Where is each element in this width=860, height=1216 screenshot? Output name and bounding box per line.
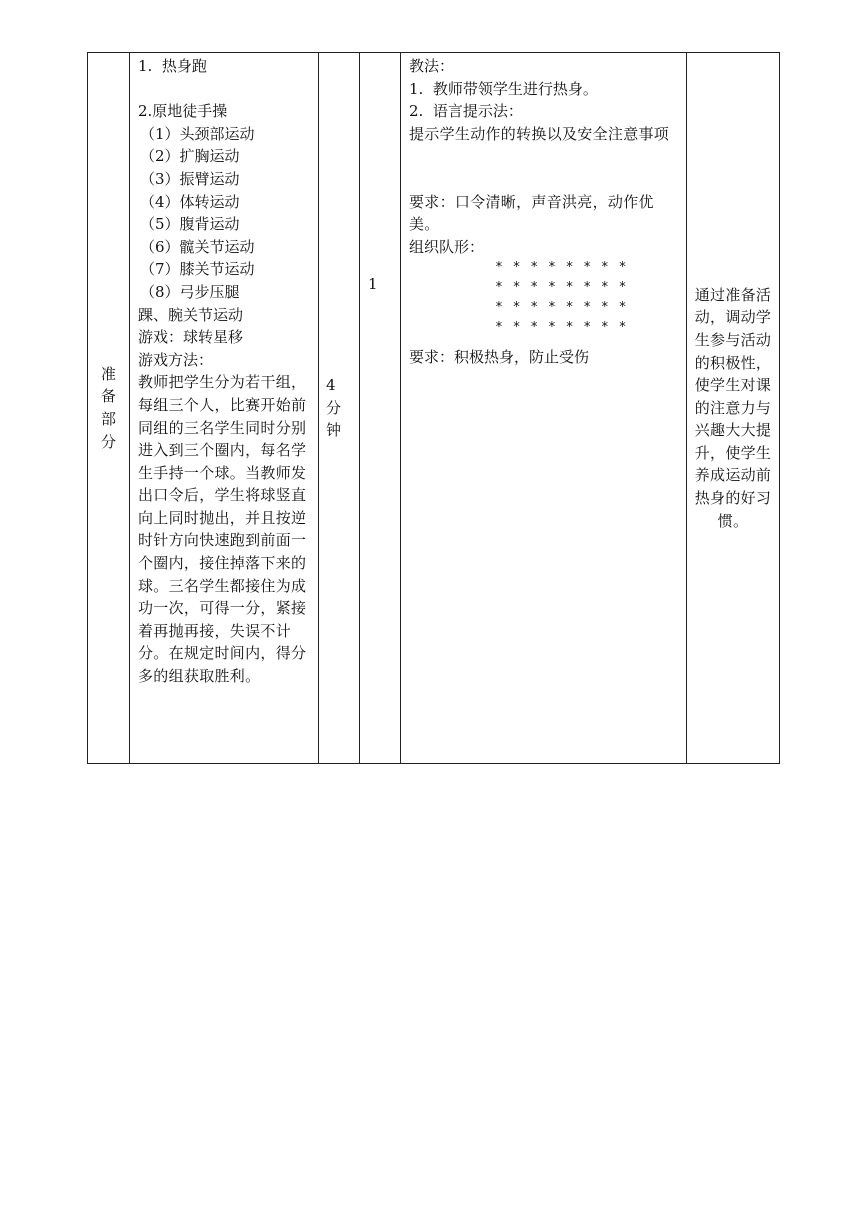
freehand-exercise-item: 2.原地徒手操 — [138, 102, 228, 121]
formation-row: * * * * * * * * — [495, 300, 628, 316]
formation-title: 组织队形： — [409, 237, 485, 256]
method-cell — [401, 53, 687, 764]
section-cell — [88, 53, 130, 764]
formation-row: * * * * * * * * — [495, 320, 628, 336]
lesson-plan-table — [87, 52, 780, 764]
exercise-item: （4）体转运动 — [140, 192, 240, 211]
time-unit-1: 分 — [326, 398, 342, 417]
ankle-wrist-item: 踝、腕关节运动 — [138, 305, 244, 324]
time-number: 4 — [326, 376, 336, 395]
method-title: 教法： — [409, 57, 455, 75]
game-title: 游戏：球转星移 — [138, 328, 244, 347]
purpose-cell — [687, 53, 780, 764]
game-method-title: 游戏方法： — [138, 350, 214, 369]
method-item-2-text: 提示学生动作的转换以及安全注意事项 — [409, 124, 670, 143]
exercise-item: （2）扩胸运动 — [140, 147, 240, 166]
count-cell — [360, 53, 401, 764]
time-unit-2: 钟 — [326, 421, 342, 440]
time-cell — [319, 53, 360, 764]
purpose-text: 通过准备活动，调动学生参与活动的积极性，使学生对课的注意力与兴趣大大提升，使学生养成运动前热身的好习惯。 — [694, 285, 772, 530]
requirement-2: 要求：积极热身，防止受伤 — [409, 348, 590, 367]
preparation-row — [88, 53, 780, 764]
method-item-1: 1. 教师带领学生进行热身。 — [409, 79, 598, 98]
exercise-item: （6）髋关节运动 — [140, 237, 255, 256]
exercise-item: （8）弓步压腿 — [140, 282, 240, 301]
exercise-item: （3）振臂运动 — [140, 169, 240, 188]
method-item-2: 2. 语言提示法： — [409, 102, 523, 121]
formation-row: * * * * * * * * — [495, 280, 628, 296]
exercise-item: （5）腹背运动 — [140, 215, 240, 234]
game-method-text: 教师把学生分为若干组，每组三个人，比赛开始前同组的三名学生同时分别进入到三个圈内，每名学生手持一个球。当教师发出口令后，学生将球竖直向上同时抛出，并且按逆时针方向快速跑到前面一个圈内，接住掉落下来的球。三名学生都接住为成功一次，可得一分，紧接着再抛再接，失误不计分。在规定时间内，得分多的组获取胜利。 — [138, 373, 307, 686]
formation-row: * * * * * * * * — [495, 260, 628, 276]
warmup-run-item: 1. 热身跑 — [138, 57, 207, 75]
formation-diagram — [409, 258, 680, 338]
exercise-item: （1）头颈部运动 — [140, 124, 255, 143]
requirement-1: 要求：口令清晰，声音洪亮，动作优美。 — [409, 192, 654, 234]
section-label: 准备部分 — [100, 364, 116, 451]
count-value: 1 — [368, 275, 378, 293]
exercise-item: （7）膝关节运动 — [140, 260, 255, 279]
content-cell — [130, 53, 319, 764]
